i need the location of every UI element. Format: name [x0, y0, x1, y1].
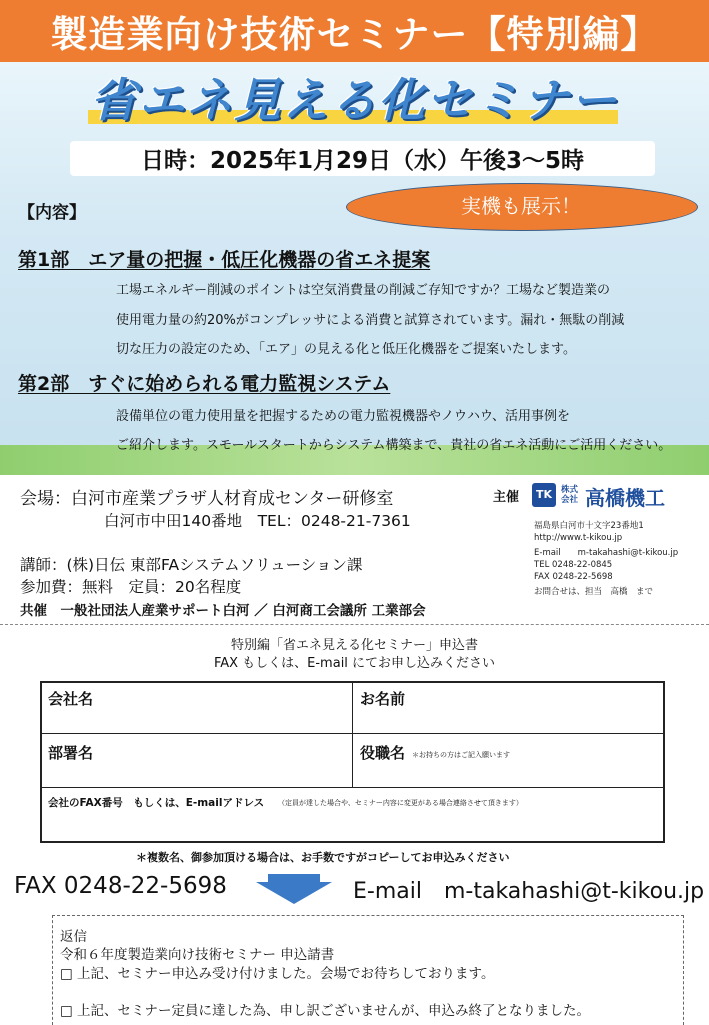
company-contact: お問合せは、担当 高橋 まで: [534, 587, 654, 597]
part1-line: 工場エネルギー削減のポイントは空気消費量の削減ご存知ですか？工場など製造業の: [116, 283, 611, 298]
reply-heading: 返信: [60, 929, 87, 945]
venue: 会場：白河市産業プラザ人材育成センター研修室: [20, 489, 394, 509]
form-title: 特別編「省エネ見える化セミナー」申込書: [230, 638, 478, 653]
part2-title: 第2部 すぐに始められる電力監視システム: [18, 373, 391, 395]
seminar-subtitle: 省エネ見える化セミナー: [90, 73, 619, 127]
arrow-icon: [256, 874, 332, 904]
company-email[interactable]: E-mail m-takahashi@t-kikou.jp: [534, 548, 679, 558]
fee-capacity: 参加費：無料 定員：20名程度: [20, 578, 242, 596]
contact-note: （定員が達した場合や、セミナー内容に変更がある場合連絡させて頂きます）: [278, 799, 523, 807]
company-fax: FAX 0248-22-5698: [534, 572, 613, 582]
part1-line: 切な圧力の設定のため、「エア」の見える化と低圧化機器をご提案いたします。: [116, 342, 576, 357]
reply-title: 令和６年度製造業向け技術セミナー 申込請書: [60, 947, 335, 963]
company-name-field[interactable]: 会社名: [48, 690, 94, 708]
cohost: 共催 一般社団法人産業サポート白河 ／ 白河商工会議所 工業部会: [20, 603, 426, 619]
contact-field[interactable]: 会社のFAX番号 もしくは、E-mailアドレス: [48, 797, 265, 809]
form-divider: [40, 787, 665, 788]
content-heading: 【内容】: [18, 203, 86, 223]
form-divider: [352, 681, 353, 787]
reply-option-accepted[interactable]: □ 上記、セミナー申込み受け付けました。会場でお待ちしております。: [60, 966, 495, 982]
person-name-field[interactable]: お名前: [360, 690, 406, 708]
venue-address: 白河市中田140番地 TEL：0248-21-7361: [104, 512, 411, 530]
form-divider: [40, 733, 665, 734]
form-instruction: FAX もしくは、E-mail にてお申し込みください: [213, 656, 496, 671]
reply-option-full[interactable]: □ 上記、セミナー定員に達した為、申し訳ございませんが、申込み終了となりました。: [60, 1003, 591, 1019]
company-logo-icon: TK: [532, 483, 556, 507]
part2-line: 設備単位の電力使用量を把握するための電力監視機器やノウハウ、活用事例を: [116, 409, 570, 424]
position-field[interactable]: 役職名: [360, 744, 406, 762]
company-url[interactable]: http://www.t-kikou.jp: [534, 533, 623, 543]
company-kind-bottom: 会社: [561, 495, 579, 505]
company-address: 福島県白河市十文字23番地1: [534, 521, 644, 531]
seminar-date: 日時：2025年1月29日（水）午後3〜5時: [140, 148, 585, 174]
email-address[interactable]: E-mail m-takahashi@t-kikou.jp: [353, 879, 705, 904]
part1-line: 使用電力量の約20%がコンプレッサによる消費と試算されています。漏れ・無駄の削減: [116, 313, 625, 328]
part1-title: 第1部 エア量の把握・低圧化機器の省エネ提案: [18, 249, 431, 271]
cut-line: [0, 624, 709, 625]
company-kind-top: 株式: [561, 485, 579, 495]
department-field[interactable]: 部署名: [48, 744, 94, 762]
lecturer: 講師：(株)日伝 東部FAシステムソリューション課: [20, 556, 363, 574]
page-title: 製造業向け技術セミナー【特別編】: [50, 13, 659, 56]
exhibit-badge-text: 実機も展示！: [461, 194, 581, 218]
part2-line: ご紹介します。スモールスタートからシステム構築まで、貴社の省エネ活動にご活用ください。: [116, 438, 672, 453]
position-note: ＊お持ちの方はご記入願います: [412, 751, 510, 759]
company-tel: TEL 0248-22-0845: [534, 560, 613, 570]
organizer-label: 主催: [493, 490, 520, 505]
copy-note: ＊複数名、御参加頂ける場合は、お手数ですがコピーしてお申込みください: [136, 851, 510, 864]
company-name: 高橋機工: [585, 486, 665, 510]
fax-number: FAX 0248-22-5698: [14, 873, 227, 899]
